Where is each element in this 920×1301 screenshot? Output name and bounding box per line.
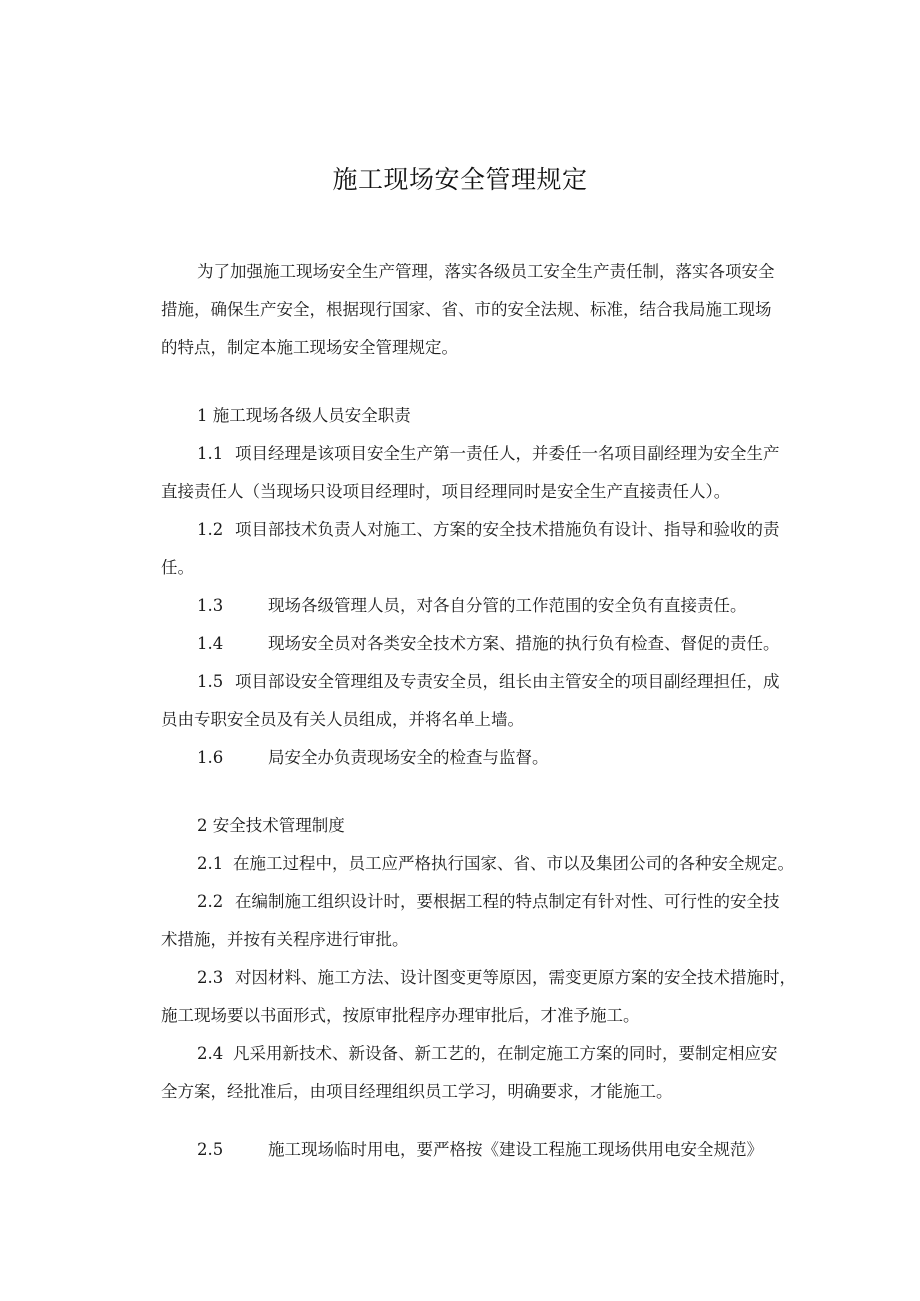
item-2-4-line-2: 全方案，经批准后，由项目经理组织员工学习，明确要求，才能施工。 [161, 1082, 673, 1101]
item-text: 凡采用新技术、新设备、新工艺的，在制定施工方案的同时，要制定相应安 [233, 1044, 778, 1063]
item-text: 项目部设安全管理组及专责安全员，组长由主管安全的项目副经理担任，成 [235, 672, 780, 691]
item-2-4-line-1 [197, 1044, 778, 1064]
item-number: 1.6 [197, 748, 224, 767]
item-text: 在施工过程中，员工应严格执行国家、省、市以及集团公司的各种安全规定。 [233, 854, 794, 873]
item-text: 对因材料、施工方法、设计图变更等原因，需变更原方案的安全技术措施时， [235, 968, 796, 987]
item-number: 1.4 [197, 634, 224, 653]
item-2-3-line-1 [197, 968, 796, 988]
item-text: 项目经理是该项目安全生产第一责任人，并委任一名项目副经理为安全生产 [235, 444, 780, 463]
item-number: 1.2 [197, 520, 224, 539]
item-text: 局安全办负责现场安全的检查与监督。 [268, 748, 549, 767]
item-number: 2.5 [197, 1140, 224, 1159]
item-2-1 [197, 854, 794, 874]
item-2-5 [197, 1140, 763, 1160]
item-text: 现场安全员对各类安全技术方案、措施的执行负有检查、督促的责任。 [268, 634, 780, 653]
item-number: 1.3 [197, 596, 224, 615]
item-1-5-line-2: 员由专职安全员及有关人员组成，并将名单上墙。 [161, 710, 524, 729]
item-2-2-line-1 [197, 892, 780, 912]
item-number: 1.1 [197, 444, 224, 463]
item-1-1-line-2: 直接责任人（当现场只设项目经理时，项目经理同时是安全生产直接责任人）。 [161, 482, 731, 501]
item-number: 2.1 [197, 854, 224, 873]
intro-line-1: 为了加强施工现场安全生产管理，落实各级员工安全生产责任制，落实各项安全 [197, 262, 775, 281]
item-text: 现场各级管理人员，对各自分管的工作范围的安全负有直接责任。 [268, 596, 747, 615]
item-number: 2.3 [197, 968, 224, 987]
item-2-3-line-2: 施工现场要以书面形式，按原审批程序办理审批后，才准予施工。 [161, 1006, 640, 1025]
item-text: 在编制施工组织设计时，要根据工程的特点制定有针对性、可行性的安全技 [235, 892, 780, 911]
item-1-3 [197, 596, 747, 616]
item-text: 施工现场临时用电，要严格按《建设工程施工现场供用电安全规范》 [268, 1140, 763, 1159]
item-2-2-line-2: 术措施，并按有关程序进行审批。 [161, 930, 409, 949]
item-number: 1.5 [197, 672, 224, 691]
document-title: 施工现场安全管理规定 [332, 165, 588, 194]
section-1-heading: 1 施工现场各级人员安全职责 [197, 406, 411, 425]
item-1-4 [197, 634, 780, 654]
section-2-heading: 2 安全技术管理制度 [197, 816, 345, 835]
item-number: 2.2 [197, 892, 224, 911]
item-number: 2.4 [197, 1044, 224, 1063]
item-1-1-line-1 [197, 444, 780, 464]
item-1-6 [197, 748, 549, 768]
intro-line-3: 的特点，制定本施工现场安全管理规定。 [161, 338, 458, 357]
intro-line-2: 措施，确保生产安全，根据现行国家、省、市的安全法规、标准，结合我局施工现场 [161, 300, 772, 319]
item-1-2-line-1 [197, 520, 780, 540]
item-1-2-line-2: 任。 [161, 558, 194, 577]
item-text: 项目部技术负责人对施工、方案的安全技术措施负有设计、指导和验收的责 [235, 520, 780, 539]
item-1-5-line-1 [197, 672, 780, 692]
